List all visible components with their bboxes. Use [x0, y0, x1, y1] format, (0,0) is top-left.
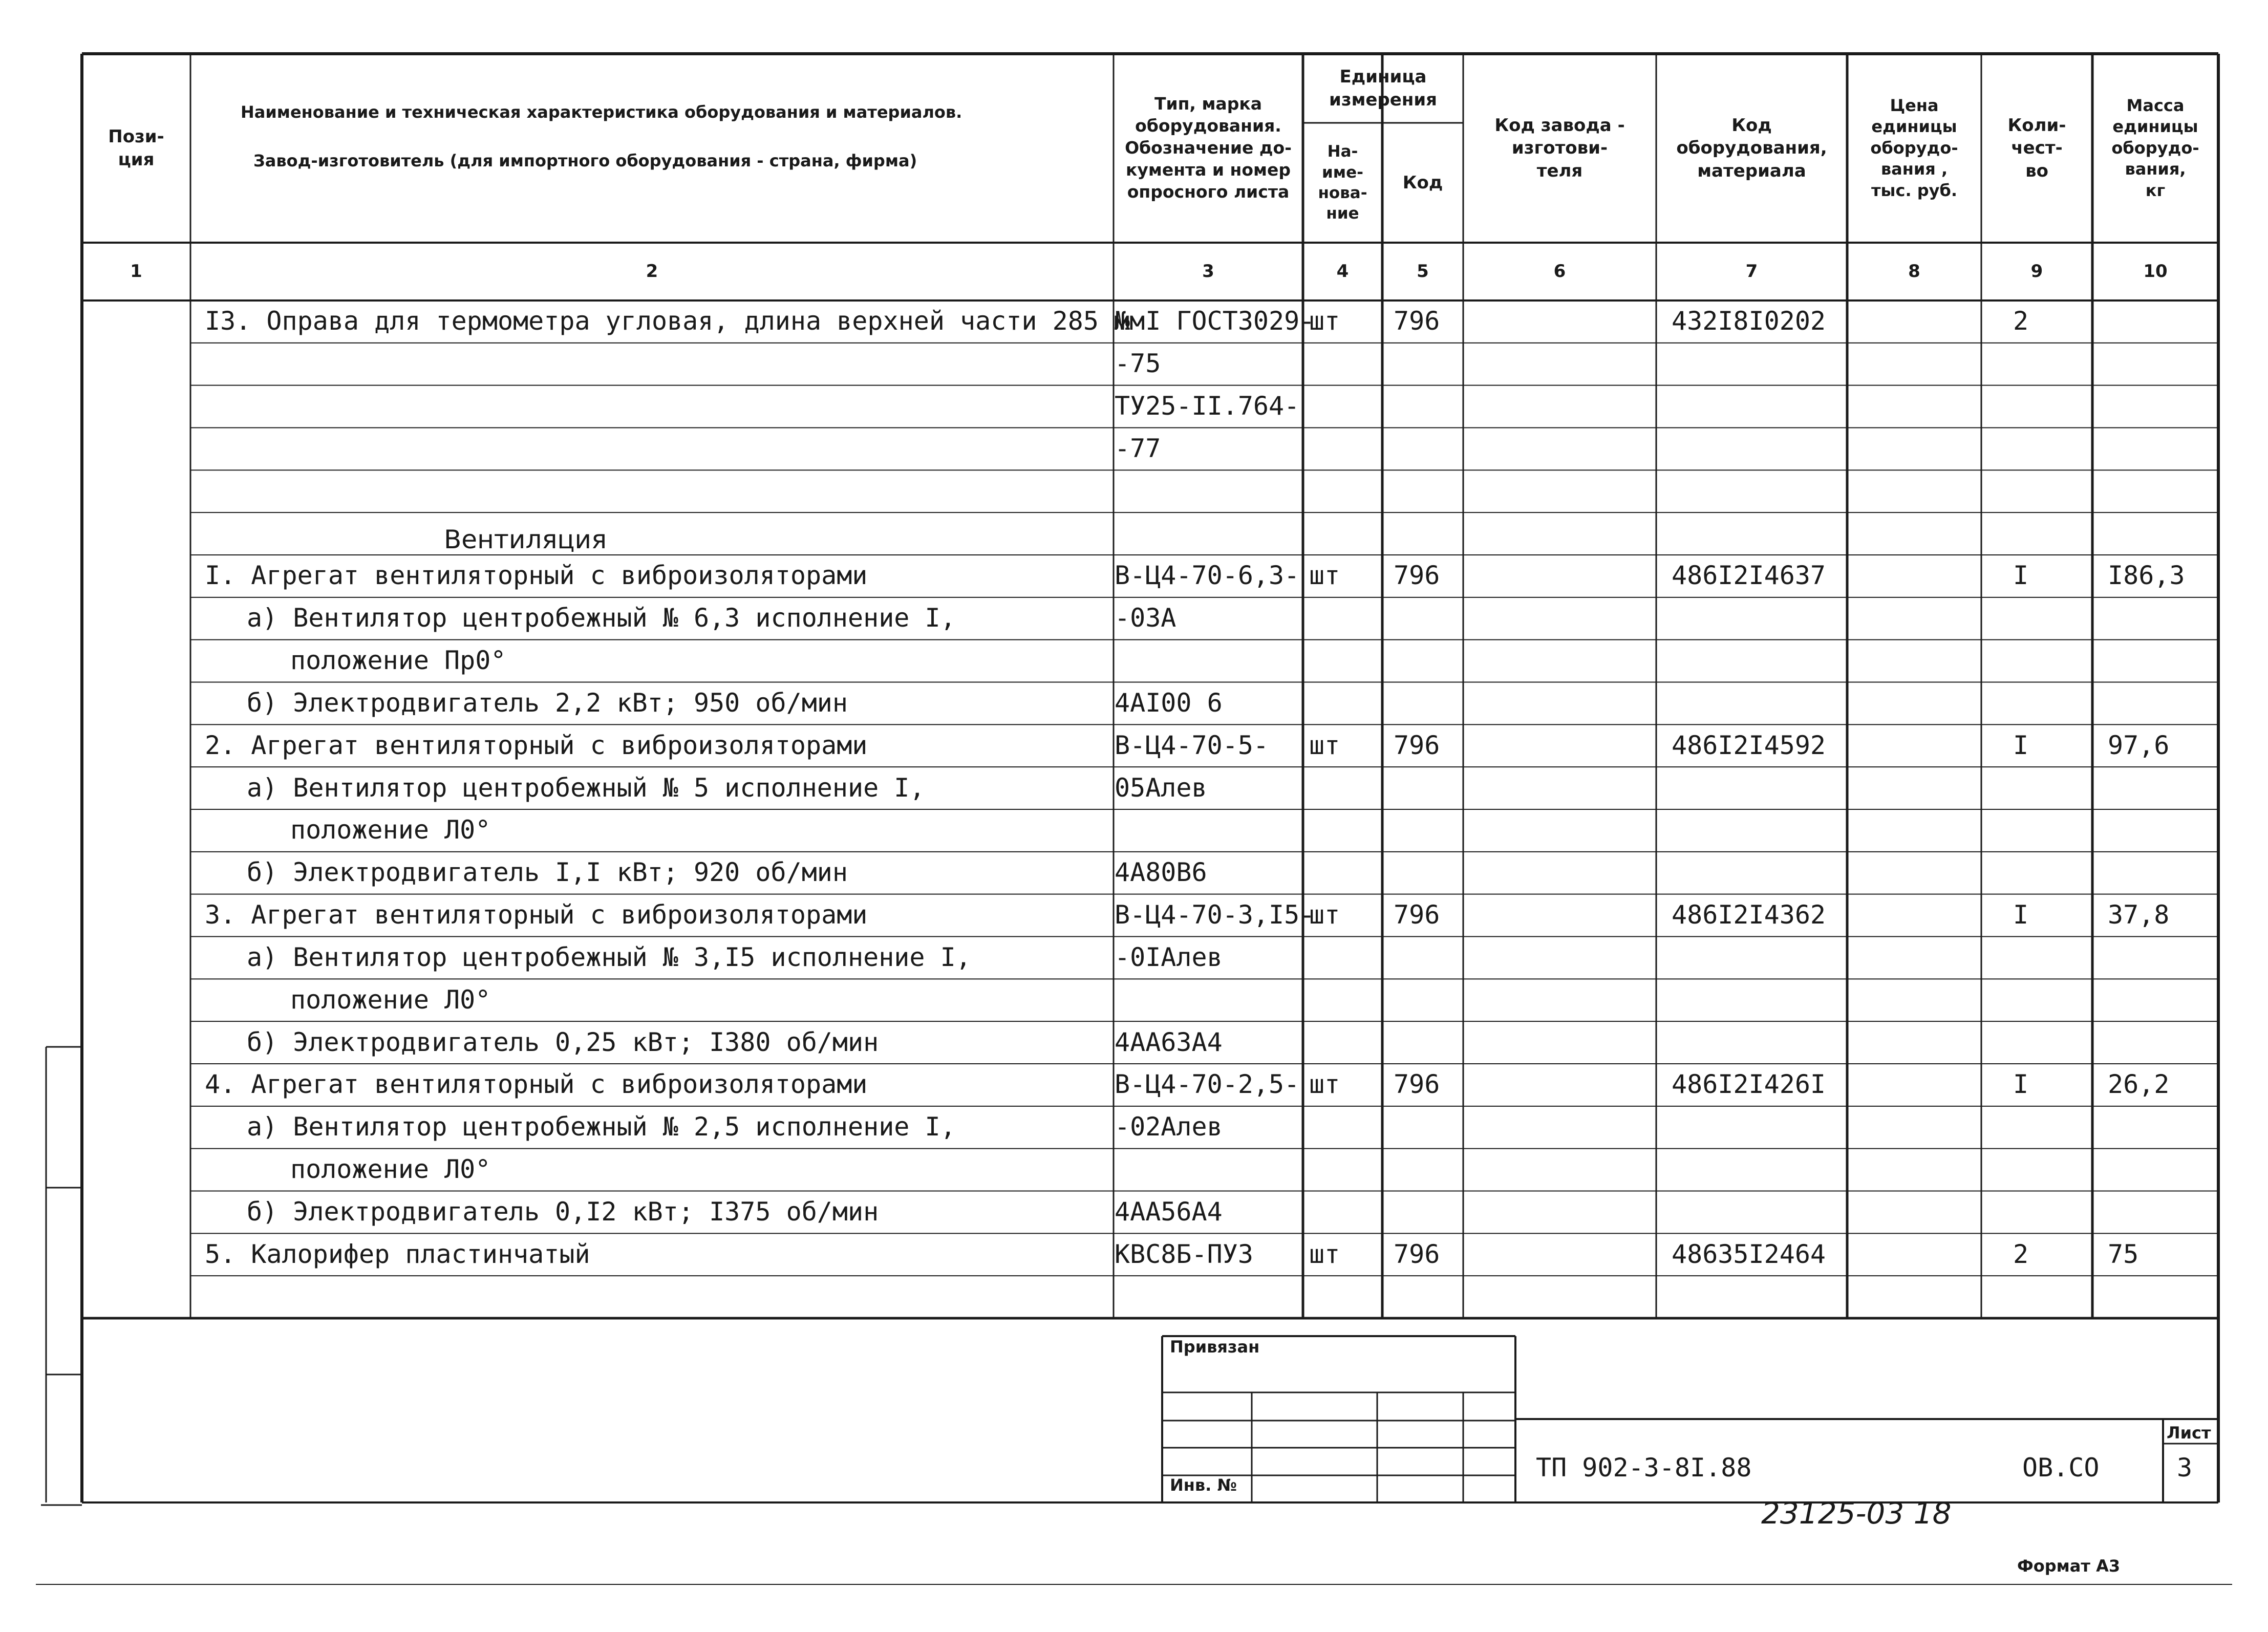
item-unit-code: 796 [1394, 900, 1440, 930]
item-mass: 97,6 [2108, 730, 2170, 760]
item-name: а) Вентилятор центробежный № 3,I5 исполнение I, [247, 942, 971, 972]
header-position: Пози- ция [108, 126, 164, 170]
header-equipment-code: Код оборудования, материала [1676, 115, 1827, 181]
item-equipment-code: 432I8I0202 [1672, 306, 1826, 336]
item-quantity: 2 [2013, 1239, 2029, 1269]
item-name: б) Электродвигатель 0,I2 кВт; I375 об/мин [247, 1196, 879, 1227]
item-type: 05Алев [1115, 772, 1207, 803]
item-type: КВС8Б-ПУЗ [1115, 1239, 1253, 1269]
item-unit-code: 796 [1394, 306, 1440, 336]
item-type: 4АА56А4 [1115, 1196, 1223, 1227]
item-name: б) Электродвигатель 0,25 кВт; I380 об/мин [247, 1027, 879, 1057]
item-name: а) Вентилятор центробежный № 6,3 исполнение I, [247, 603, 956, 633]
item-equipment-code: 486I2I426I [1672, 1069, 1826, 1100]
item-name: положение Л0° [290, 815, 491, 845]
header-quantity: Коли- чест- во [2007, 115, 2066, 181]
item-equipment-code: 48635I2464 [1672, 1239, 1826, 1269]
item-type: В-Ц4-70-3,I5- [1115, 900, 1315, 930]
item-type: ТУ25-II.764- [1115, 391, 1300, 421]
item-type: -77 [1115, 433, 1161, 463]
header-unit-price: Цена единицы оборудо- вания , тыс. руб. [1870, 95, 1958, 200]
item-type: В-Ц4-70-6,3- [1115, 561, 1300, 591]
item-name: I. Агрегат вентиляторный с виброизоляторами [205, 561, 868, 591]
item-quantity: I [2013, 730, 2029, 760]
project-designation: ТП 902-3-8I.88 [1536, 1453, 1752, 1483]
item-name: 3. Агрегат вентиляторный с виброизоляторами [205, 900, 868, 930]
item-mass: 75 [2108, 1239, 2139, 1269]
column-number-9: 9 [2030, 261, 2043, 282]
inventory-number-label: Инв. № [1170, 1475, 1237, 1495]
column-number-5: 5 [1417, 261, 1429, 282]
item-type: -0IАлев [1115, 942, 1223, 972]
item-unit-code: 796 [1394, 561, 1440, 591]
item-mass: 26,2 [2108, 1069, 2170, 1100]
linked-label: Привязан [1170, 1337, 1260, 1357]
item-unit-code: 796 [1394, 1239, 1440, 1269]
item-name: 2. Агрегат вентиляторный с виброизоляторами [205, 730, 868, 760]
item-type: 4АА63А4 [1115, 1027, 1223, 1057]
column-number-2: 2 [646, 261, 658, 282]
item-name: положение Пр0° [290, 646, 506, 676]
item-name: I3. Оправа для термометра угловая, длина верхней части 285 мм [205, 306, 1145, 336]
item-name: положение Л0° [290, 1154, 491, 1185]
item-name: 5. Калорифер пластинчатый [205, 1239, 590, 1269]
item-unit-code: 796 [1394, 730, 1440, 760]
item-type: -75 [1115, 349, 1161, 379]
item-type: 4АI00 6 [1115, 688, 1223, 718]
column-number-3: 3 [1202, 261, 1214, 282]
sheet-number: 3 [2177, 1453, 2193, 1483]
item-unit-code: 796 [1394, 1069, 1440, 1100]
item-name: б) Электродвигатель I,I кВт; 920 об/мин [247, 857, 848, 888]
item-type: № I ГОСТ3029- [1115, 306, 1315, 336]
column-number-8: 8 [1908, 261, 1920, 282]
item-quantity: I [2013, 900, 2029, 930]
item-quantity: I [2013, 1069, 2029, 1100]
item-unit: шт [1309, 561, 1340, 591]
header-unit-mass: Масса единицы оборудо- вания, кг [2111, 95, 2199, 200]
item-name: положение Л0° [290, 984, 491, 1015]
column-number-10: 10 [2143, 261, 2168, 282]
item-name: а) Вентилятор центробежный № 5 исполнение I, [247, 772, 925, 803]
item-type: -02Алев [1115, 1112, 1223, 1142]
item-name: б) Электродвигатель 2,2 кВт; 950 об/мин [247, 688, 848, 718]
column-number-4: 4 [1336, 261, 1349, 282]
item-quantity: I [2013, 561, 2029, 591]
column-number-1: 1 [130, 261, 142, 282]
section-title: Вентиляция [444, 524, 607, 554]
item-unit: шт [1309, 1239, 1340, 1269]
paper-format: Формат А3 [2017, 1556, 2121, 1576]
item-equipment-code: 486I2I4362 [1672, 900, 1826, 930]
sheet-label: Лист [2167, 1423, 2211, 1443]
header-unit-code: Код [1402, 172, 1443, 193]
handwritten-archive-number: 23125-03 18 [1761, 1496, 1952, 1531]
header-manufacturer-code: Код завода - изготови- теля [1494, 115, 1625, 181]
item-unit: шт [1309, 306, 1340, 336]
item-type: -03А [1115, 603, 1176, 633]
column-number-6: 6 [1553, 261, 1566, 282]
header-type-mark: Тип, марка оборудования. Обозначение до- кумента и номер опросного листа [1125, 94, 1292, 202]
header-manufacturer: Завод-изготовитель (для импортного оборудования - страна, фирма) [253, 151, 917, 170]
item-type: В-Ц4-70-5- [1115, 730, 1269, 760]
item-name: а) Вентилятор центробежный № 2,5 исполнение I, [247, 1112, 956, 1142]
document-code: ОВ.СО [2022, 1453, 2100, 1483]
column-number-7: 7 [1745, 261, 1758, 282]
header-unit-group: Единица измерения [1329, 67, 1437, 110]
item-unit: шт [1309, 730, 1340, 760]
item-mass: I86,3 [2108, 561, 2185, 591]
item-equipment-code: 486I2I4592 [1672, 730, 1826, 760]
item-unit: шт [1309, 900, 1340, 930]
item-type: 4А80В6 [1115, 857, 1207, 888]
item-type: В-Ц4-70-2,5- [1115, 1069, 1300, 1100]
item-quantity: 2 [2013, 306, 2029, 336]
item-mass: 37,8 [2108, 900, 2170, 930]
item-name: 4. Агрегат вентиляторный с виброизоляторами [205, 1069, 868, 1100]
item-unit: шт [1309, 1069, 1340, 1100]
item-equipment-code: 486I2I4637 [1672, 561, 1826, 591]
header-unit-name: На- име- нова- ние [1318, 142, 1367, 223]
header-name-characteristics: Наименование и техническая характеристика оборудования и материалов. [241, 102, 962, 122]
